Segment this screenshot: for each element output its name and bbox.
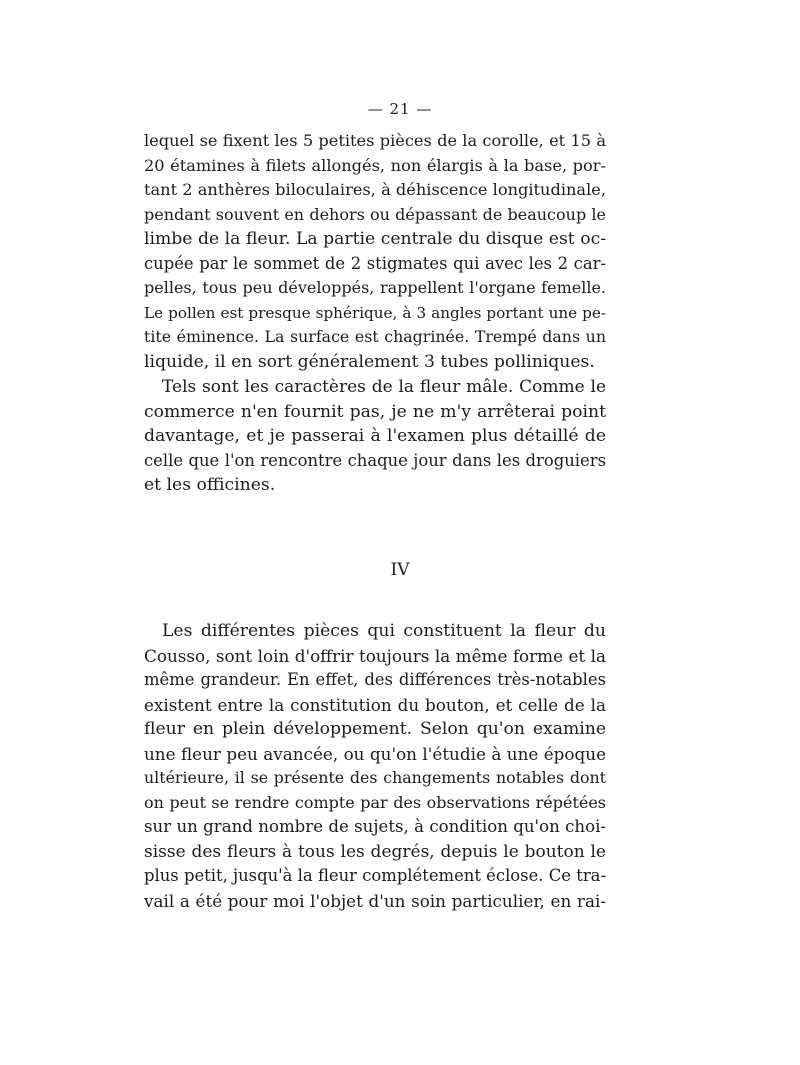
text-line: fleur en plein développement. Selon qu'on examine (144, 719, 606, 739)
text-line: davantage, et je passerai à l'examen plus détaillé de (144, 426, 606, 446)
text-line: 20 étamines à filets allongés, non élargis à la base, por- (144, 155, 606, 175)
text-line: pelles, tous peu développés, rappellent l'organe femelle. (144, 278, 606, 297)
paragraph-2 (144, 375, 606, 498)
text-line: tite éminence. La surface est chagrinée. Trempé dans un (144, 327, 606, 346)
text-line: même grandeur. En effet, des différences très-notables (144, 670, 606, 689)
text-line: sisse des fleurs à tous les degrés, depuis le bouton le (144, 841, 606, 862)
text-line: existent entre la constitution du bouton, et celle de la (144, 694, 606, 715)
page-number: — 21 — (367, 100, 433, 118)
text-line: tant 2 anthères biloculaires, à déhiscence longitudinale, (144, 180, 606, 199)
text-line: commerce n'en fournit pas, je ne m'y arrêterai point (144, 401, 606, 422)
section-heading: IV (390, 560, 410, 580)
text-line: cupée par le sommet de 2 stigmates qui avec les 2 car- (144, 253, 606, 273)
text-line: Le pollen est presque sphérique, à 3 angles portant une pe- (144, 303, 606, 322)
text-line: Les différentes pièces qui constituent la fleur du (162, 621, 606, 641)
paragraph-1 (144, 129, 606, 374)
text-line: plus petit, jusqu'à la fleur complétement éclose. Ce tra- (144, 866, 606, 885)
text-line: et les officines. (144, 475, 276, 495)
text-line: lequel se fixent les 5 petites pièces de la corolle, et 15 à (144, 131, 606, 150)
text-line: celle que l'on rencontre chaque jour dans les droguiers (144, 450, 606, 470)
text-line: limbe de la fleur. La partie centrale du disque est oc- (144, 229, 606, 249)
paragraph-3 (144, 619, 606, 913)
text-line: ultérieure, il se présente des changements notables dont (144, 768, 606, 787)
text-line: pendant souvent en dehors ou dépassant de beaucoup le (144, 204, 606, 224)
text-line: Tels sont les caractères de la fleur mâle. Comme le (162, 377, 606, 397)
text-line: on peut se rendre compte par des observations répétées (144, 792, 606, 812)
text-line: une fleur peu avancée, ou qu'on l'étudie à une époque (144, 743, 606, 764)
text-line: liquide, il en sort généralement 3 tubes polliniques. (144, 351, 595, 372)
text-line: Cousso, sont loin d'offrir toujours la même forme et la (144, 645, 606, 666)
text-line: vail a été pour moi l'objet d'un soin particulier, en rai- (144, 890, 606, 911)
text-line: sur un grand nombre de sujets, à condition qu'on choi- (144, 817, 606, 836)
